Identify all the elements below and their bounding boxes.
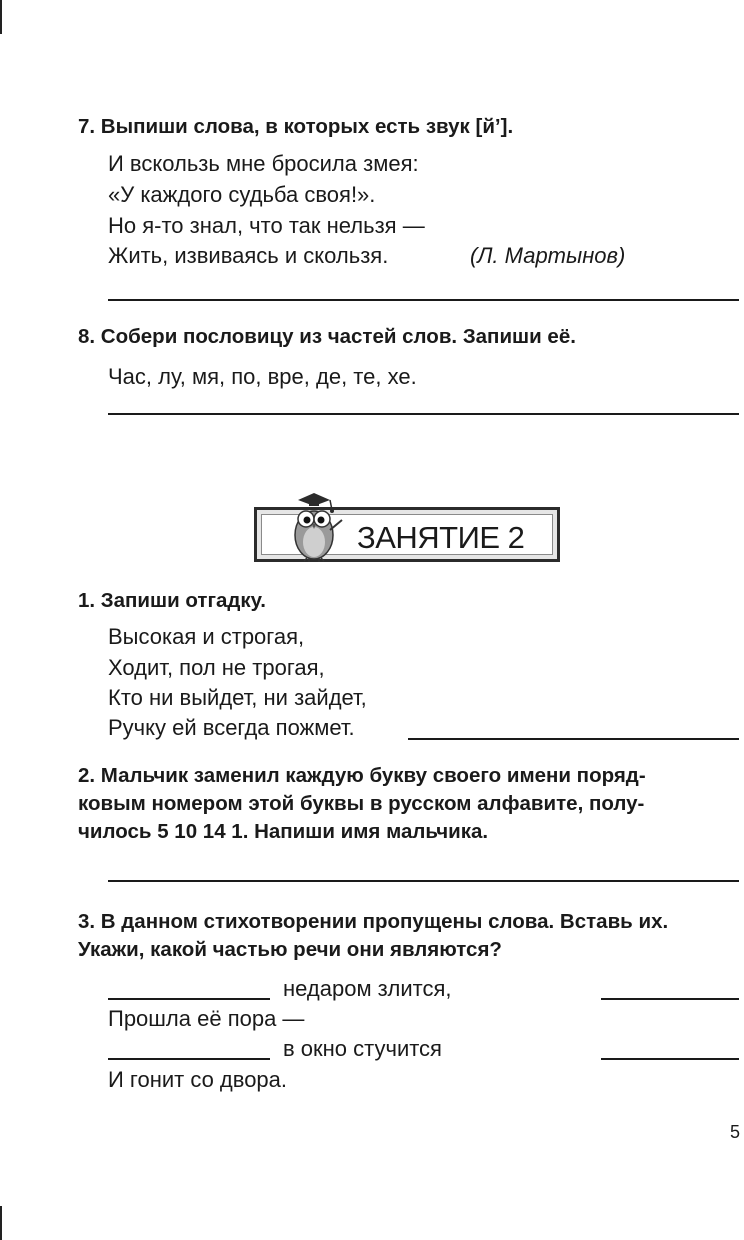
task-2-line: 2. Мальчик заменил каждую букву своего имени поряд- (78, 764, 646, 787)
riddle-line: Высокая и строгая, (108, 624, 305, 649)
poem-line: «У каждого судьба своя!». (108, 182, 376, 207)
poem-author: (Л. Мартынов) (470, 243, 626, 268)
task-3-line: 3. В данном стихотворении пропущены слова. Вставь их. (78, 910, 669, 933)
poem-line: И гонит со двора. (108, 1067, 288, 1092)
part-of-speech-line[interactable] (601, 1058, 739, 1060)
poem-line: Прошла её пора — (108, 1006, 305, 1031)
blank-line[interactable] (108, 1058, 270, 1060)
answer-line[interactable] (108, 299, 739, 301)
task-3-title (78, 908, 740, 964)
crop-mark-bottom (0, 1206, 2, 1240)
task-8-title: 8. Собери пословицу из частей слов. Запиши её. (78, 325, 576, 348)
task-7-title: 7. Выпиши слова, в которых есть звук [й’]. (78, 115, 514, 138)
riddle-line: Кто ни выйдет, ни зайдет, (108, 685, 367, 710)
owl-icon (280, 490, 350, 562)
task-2-title (78, 762, 740, 846)
page-number: 5 (730, 1122, 741, 1142)
poem-line: в окно стучится (283, 1036, 442, 1061)
lesson-title: ЗАНЯТИЕ 2 (357, 520, 525, 555)
blank-line[interactable] (108, 998, 270, 1000)
riddle-line: Ручку ей всегда пожмет. (108, 715, 355, 740)
answer-line[interactable] (408, 738, 739, 740)
poem-line: Но я-то знал, что так нельзя — (108, 213, 425, 238)
task-2-line: ковым номером этой буквы в русском алфавите, полу- (78, 792, 645, 815)
riddle-line: Ходит, пол не трогая, (108, 655, 325, 680)
poem-line: Жить, извиваясь и скользя. (108, 243, 389, 268)
task-3-line: Укажи, какой частью речи они являются? (78, 938, 502, 961)
task-1-title: 1. Запиши отгадку. (78, 589, 266, 612)
task-2-line: чилось 5 10 14 1. Напиши имя мальчика. (78, 820, 489, 843)
poem-line: недаром злится, (283, 976, 452, 1001)
answer-line[interactable] (108, 880, 739, 882)
part-of-speech-line[interactable] (601, 998, 739, 1000)
poem-line: И вскользь мне бросила змея: (108, 151, 419, 176)
syllables-text: Час, лу, мя, по, вре, де, те, хе. (108, 364, 417, 389)
answer-line[interactable] (108, 413, 739, 415)
crop-mark-top (0, 0, 2, 34)
